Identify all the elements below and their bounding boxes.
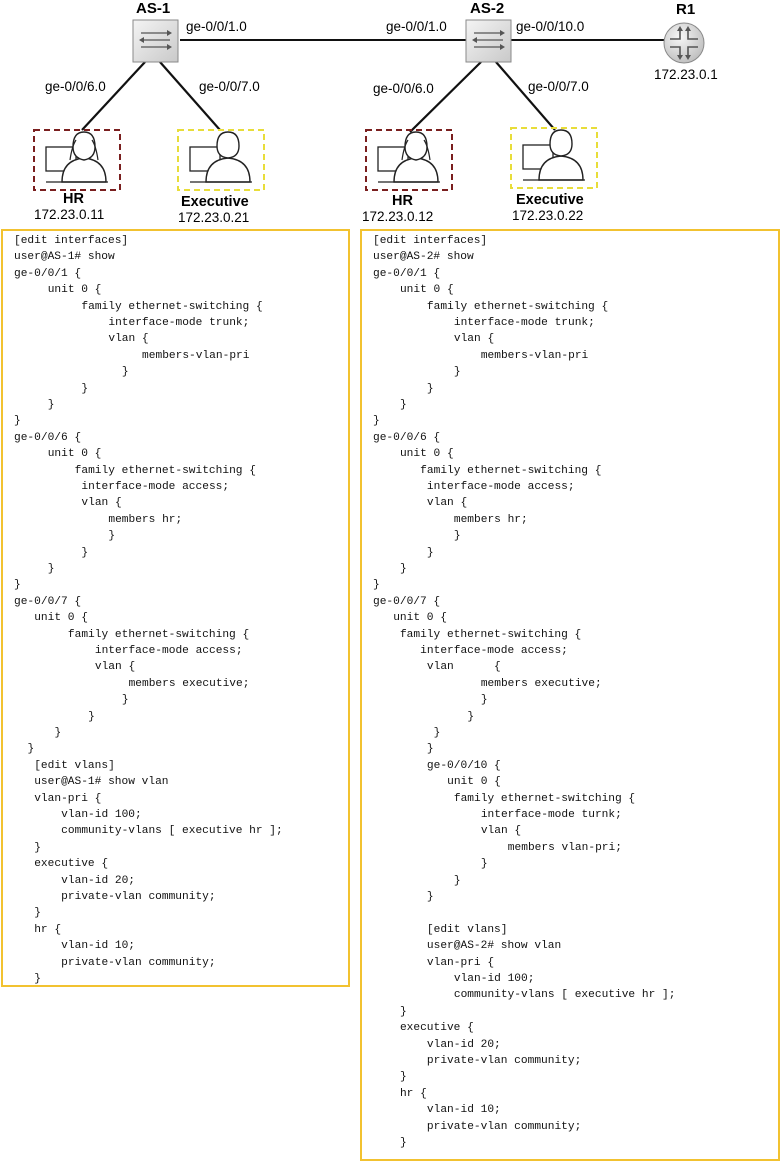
config-line: } xyxy=(426,891,434,903)
config-line: members-vlan-pri xyxy=(142,349,250,362)
config-line: executive { xyxy=(34,858,109,871)
config-line: } xyxy=(399,1137,407,1149)
if-label-as2-ge001: ge-0/0/1.0 xyxy=(386,19,447,34)
config-line: } xyxy=(34,841,41,854)
config-line: members-vlan-pri xyxy=(480,349,589,362)
config-line: vlan-id 20; xyxy=(61,874,136,887)
config-line: } xyxy=(34,907,41,920)
config-line: } xyxy=(108,530,116,543)
config-line: } xyxy=(27,743,35,756)
host-ip-exec2: 172.23.0.22 xyxy=(512,208,584,223)
topology-canvas xyxy=(0,0,781,232)
router-icon[interactable] xyxy=(664,23,704,63)
config-line: [edit interfaces] xyxy=(373,235,488,247)
as1-config-box xyxy=(1,229,350,987)
config-line: private-vlan community; xyxy=(426,1055,582,1067)
config-line: vlan { xyxy=(81,497,122,510)
config-line: } xyxy=(426,382,434,395)
config-line: members executive; xyxy=(128,677,250,690)
config-line: unit 0 { xyxy=(399,448,454,461)
config-line: community-vlans [ executive hr ]; xyxy=(453,989,676,1002)
config-line: ge-0/0/10 { xyxy=(426,759,501,772)
config-line: vlan-id 10; xyxy=(426,1104,501,1117)
link-as2-hr xyxy=(410,62,481,132)
config-line: unit 0 { xyxy=(447,776,501,789)
executive-host-as2[interactable] xyxy=(511,128,597,188)
config-line: } xyxy=(54,727,62,739)
config-line: ge-0/0/6 { xyxy=(14,431,82,444)
if-label-as2-ge0010: ge-0/0/10.0 xyxy=(516,19,585,34)
config-line: interface-mode access; xyxy=(94,645,243,657)
host-ip-hr1: 172.23.0.11 xyxy=(34,207,105,222)
config-line: } xyxy=(373,579,380,592)
config-line: } xyxy=(47,399,55,411)
config-line: unit 0 { xyxy=(399,284,454,297)
config-line: family ethernet-switching { xyxy=(81,300,263,313)
config-line: vlan-id 10; xyxy=(61,940,136,953)
config-line: hr { xyxy=(34,923,62,936)
config-line: } xyxy=(480,858,488,871)
config-line: vlan-id 20; xyxy=(426,1038,501,1051)
config-line: unit 0 { xyxy=(47,284,102,297)
config-line: interface-mode trunk; xyxy=(108,317,250,329)
config-line: [edit interfaces] xyxy=(14,235,129,247)
config-line: vlan-id 100; xyxy=(61,809,142,821)
config-line: vlan-id 100; xyxy=(453,973,535,985)
config-line: } xyxy=(426,546,434,559)
config-line: user@AS-1# show vlan xyxy=(34,776,169,789)
config-line: unit 0 { xyxy=(47,448,102,461)
config-line: vlan-pri { xyxy=(34,792,102,805)
if-label-as1-ge007: ge-0/0/7.0 xyxy=(199,79,260,94)
host-name-hr2: HR xyxy=(392,193,413,209)
config-line: } xyxy=(433,727,441,739)
config-line: } xyxy=(81,382,89,395)
config-line: } xyxy=(453,366,461,379)
config-line: [edit vlans] xyxy=(34,759,115,772)
config-line: ge-0/0/1 { xyxy=(14,267,82,280)
user-workstation-icon xyxy=(378,132,440,182)
if-label-as1-ge001: ge-0/0/1.0 xyxy=(186,19,247,34)
network-topology-diagram xyxy=(0,0,781,232)
config-line: vlan { xyxy=(426,661,501,674)
config-line: family ethernet-switching { xyxy=(426,300,609,313)
config-line: vlan-pri { xyxy=(426,956,495,969)
config-line: } xyxy=(480,694,488,707)
config-line: user@AS-1# show xyxy=(14,251,115,264)
config-line: hr { xyxy=(399,1087,427,1100)
if-label-as2-ge006: ge-0/0/6.0 xyxy=(373,81,434,96)
user-workstation-icon xyxy=(523,130,585,180)
config-line: members vlan-pri; xyxy=(507,841,622,854)
config-line: ge-0/0/7 { xyxy=(14,595,82,608)
config-line: [edit vlans] xyxy=(426,923,508,936)
config-line: } xyxy=(399,1071,407,1084)
config-line: user@AS-2# show vlan xyxy=(426,940,562,953)
config-line: } xyxy=(121,366,129,379)
user-workstation-icon xyxy=(190,132,252,182)
switch-icon[interactable] xyxy=(466,20,511,62)
config-line: community-vlans [ executive hr ]; xyxy=(61,825,283,838)
config-line: unit 0 { xyxy=(34,612,88,625)
config-line: } xyxy=(453,530,461,543)
config-line: executive { xyxy=(399,1022,474,1035)
host-ip-exec1: 172.23.0.21 xyxy=(178,210,250,225)
config-line: } xyxy=(399,563,407,575)
config-line: members hr; xyxy=(108,513,183,526)
config-line: vlan { xyxy=(480,825,522,838)
host-name-exec1: Executive xyxy=(181,194,249,210)
config-line: } xyxy=(34,973,41,985)
hr-host-as1[interactable] xyxy=(34,130,120,190)
config-line: ge-0/0/6 { xyxy=(373,431,441,444)
if-label-as2-ge007: ge-0/0/7.0 xyxy=(528,79,589,94)
host-ip-hr2: 172.23.0.12 xyxy=(362,209,434,224)
config-line: } xyxy=(426,743,434,756)
config-line: private-vlan community; xyxy=(61,891,216,903)
config-line: } xyxy=(399,399,407,411)
link-as2-exec xyxy=(496,62,555,130)
config-line: } xyxy=(399,1005,407,1018)
config-line: vlan { xyxy=(426,497,468,510)
config-line: interface-mode access; xyxy=(426,481,575,493)
host-name-hr1: HR xyxy=(63,191,84,207)
config-line: vlan { xyxy=(94,661,136,674)
config-line: } xyxy=(121,694,129,707)
config-line: members hr; xyxy=(453,513,528,526)
config-line: interface-mode turnk; xyxy=(480,809,622,821)
device-name-as1: AS-1 xyxy=(136,0,171,17)
config-line: family ethernet-switching { xyxy=(399,628,582,641)
user-workstation-icon xyxy=(46,132,108,182)
config-line: interface-mode access; xyxy=(420,645,568,657)
link-as1-hr xyxy=(82,62,145,130)
config-line: } xyxy=(88,710,95,723)
link-as1-exec xyxy=(160,62,220,130)
config-line: family ethernet-switching { xyxy=(74,464,256,477)
config-line: } xyxy=(81,546,89,559)
config-line: unit 0 { xyxy=(393,612,447,625)
config-line: } xyxy=(14,415,21,428)
config-line: } xyxy=(453,874,461,887)
switch-icon[interactable] xyxy=(133,20,178,62)
device-name-as2: AS-2 xyxy=(470,0,505,17)
host-name-exec2: Executive xyxy=(516,192,584,208)
config-line: members executive; xyxy=(480,677,602,690)
config-line: ge-0/0/1 { xyxy=(373,267,441,280)
config-line: private-vlan community; xyxy=(61,956,216,969)
config-line: } xyxy=(47,563,55,575)
r1-ip: 172.23.0.1 xyxy=(654,67,718,82)
config-line: } xyxy=(373,415,380,428)
device-name-r1: R1 xyxy=(676,1,696,18)
config-line: vlan { xyxy=(108,333,149,346)
config-line: family ethernet-switching { xyxy=(453,792,636,805)
config-line: family ethernet-switching { xyxy=(420,464,602,477)
config-line: user@AS-2# show xyxy=(373,251,474,264)
config-line: interface-mode trunk; xyxy=(453,317,595,329)
config-line: } xyxy=(14,579,21,592)
hr-host-as2[interactable] xyxy=(366,130,452,190)
if-label-as1-ge006: ge-0/0/6.0 xyxy=(45,79,106,94)
executive-host-as1[interactable] xyxy=(178,130,264,190)
config-line: private-vlan community; xyxy=(426,1120,582,1133)
config-line: family ethernet-switching { xyxy=(67,628,250,641)
config-line: ge-0/0/7 { xyxy=(373,595,441,608)
config-line: interface-mode access; xyxy=(81,481,230,493)
as2-config-box xyxy=(360,229,780,1161)
config-line: } xyxy=(467,710,475,723)
config-line: vlan { xyxy=(453,333,495,346)
